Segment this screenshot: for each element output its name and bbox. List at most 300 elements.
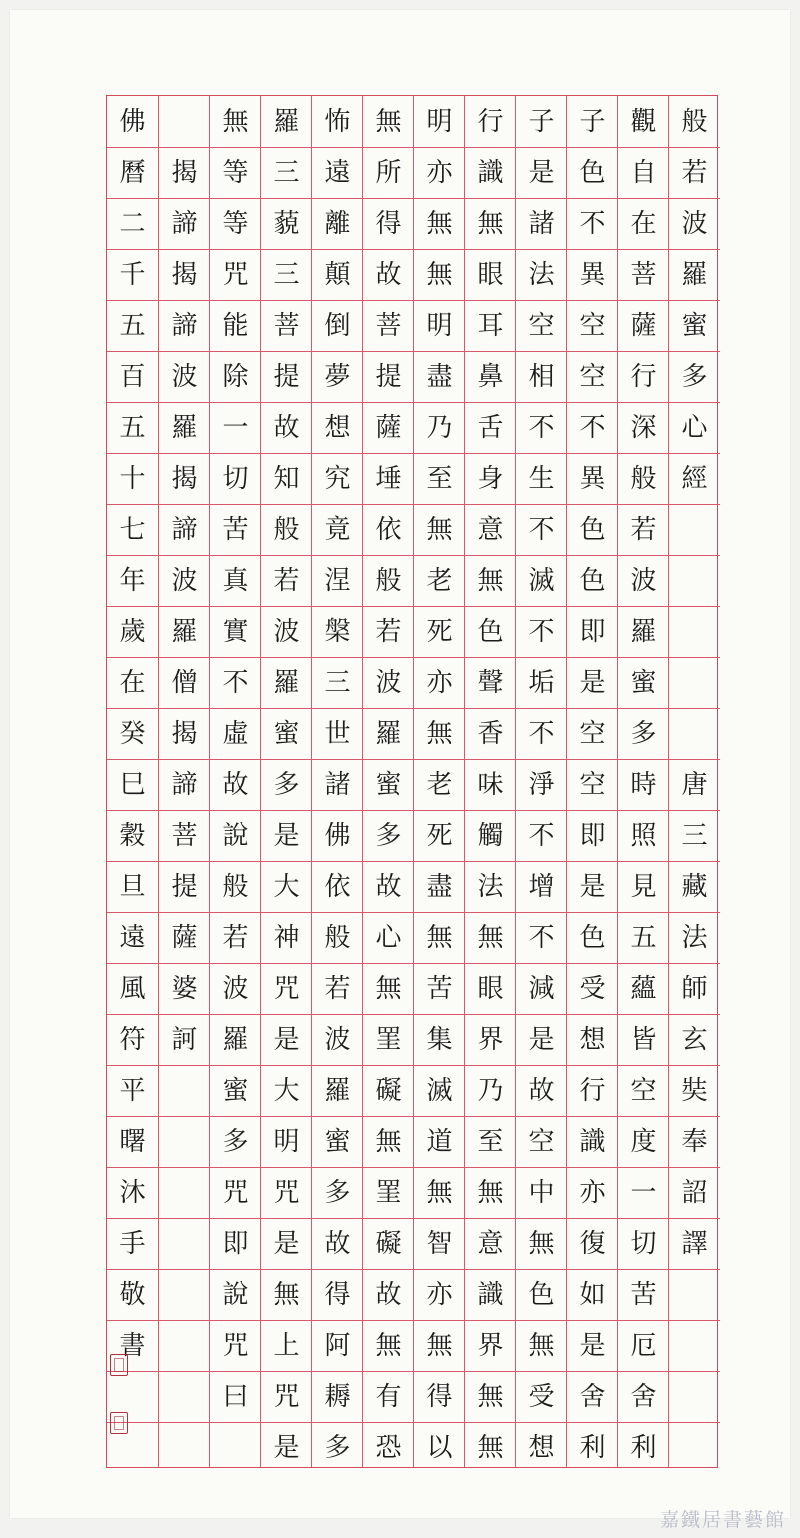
- character-cell: 亦: [414, 147, 465, 198]
- grid-cell: [159, 1116, 210, 1167]
- character-cell: 色: [567, 555, 618, 606]
- character-cell: 實: [210, 606, 261, 657]
- character-cell: 色: [567, 147, 618, 198]
- character-cell: 故: [312, 1218, 363, 1269]
- character-cell: 無: [414, 1320, 465, 1371]
- character-cell: 故: [210, 759, 261, 810]
- character-cell: 意: [465, 504, 516, 555]
- character-cell: 知: [261, 453, 312, 504]
- character-cell: 羅: [159, 606, 210, 657]
- character-cell: 界: [465, 1320, 516, 1371]
- character-cell: 識: [465, 1269, 516, 1320]
- character-cell: 不: [210, 657, 261, 708]
- character-cell: 無: [363, 1320, 414, 1371]
- grid-cell: [669, 504, 720, 555]
- character-cell: 曙: [107, 1116, 158, 1167]
- character-cell: 符: [107, 1014, 158, 1065]
- character-cell: 眼: [465, 249, 516, 300]
- text-column-11: [158, 96, 209, 1467]
- character-cell: 有: [363, 1371, 414, 1422]
- character-cell: 心: [669, 402, 720, 453]
- character-cell: 能: [210, 300, 261, 351]
- character-cell: 若: [210, 912, 261, 963]
- character-cell: 法: [669, 912, 720, 963]
- character-cell: 虛: [210, 708, 261, 759]
- grid-cell: [669, 657, 720, 708]
- character-cell: 菩: [261, 300, 312, 351]
- character-cell: 若: [669, 147, 720, 198]
- character-cell: 百: [107, 351, 158, 402]
- character-cell: 味: [465, 759, 516, 810]
- character-cell: 滅: [414, 1065, 465, 1116]
- character-cell: 蜜: [312, 1116, 363, 1167]
- character-cell: 年: [107, 555, 158, 606]
- character-cell: 利: [618, 1422, 669, 1473]
- character-cell: 大: [261, 1065, 312, 1116]
- character-cell: 藐: [261, 198, 312, 249]
- character-cell: 顛: [312, 249, 363, 300]
- character-cell: 集: [414, 1014, 465, 1065]
- character-cell: 故: [363, 861, 414, 912]
- character-cell: 老: [414, 555, 465, 606]
- character-cell: 十: [107, 453, 158, 504]
- character-cell: 波: [669, 198, 720, 249]
- character-cell: 訶: [159, 1014, 210, 1065]
- character-cell: 空: [618, 1065, 669, 1116]
- character-cell: 老: [414, 759, 465, 810]
- character-cell: 多: [618, 708, 669, 759]
- character-cell: 空: [567, 708, 618, 759]
- character-cell: 不: [516, 606, 567, 657]
- character-cell: 不: [516, 810, 567, 861]
- character-cell: 是: [261, 1014, 312, 1065]
- character-cell: 真: [210, 555, 261, 606]
- character-cell: 無: [465, 1371, 516, 1422]
- character-cell: 故: [363, 1269, 414, 1320]
- character-cell: 手: [107, 1218, 158, 1269]
- character-cell: 薩: [159, 912, 210, 963]
- character-cell: 切: [210, 453, 261, 504]
- character-cell: 見: [618, 861, 669, 912]
- character-cell: 羅: [669, 249, 720, 300]
- character-cell: 無: [414, 912, 465, 963]
- character-cell: 佛: [119, 106, 146, 137]
- character-cell: 奉: [669, 1116, 720, 1167]
- character-cell: 如: [567, 1269, 618, 1320]
- grid-cell: [159, 96, 210, 147]
- character-cell: 耳: [465, 300, 516, 351]
- character-cell: 相: [516, 351, 567, 402]
- character-cell: 波: [312, 1014, 363, 1065]
- character-cell: 時: [618, 759, 669, 810]
- character-cell: 無: [465, 198, 516, 249]
- character-cell: 不: [516, 402, 567, 453]
- character-cell: 法: [516, 249, 567, 300]
- character-cell: 波: [159, 351, 210, 402]
- text-column-4: [515, 96, 566, 1467]
- character-cell: 除: [210, 351, 261, 402]
- character-cell: 三: [312, 657, 363, 708]
- character-cell: 諦: [159, 300, 210, 351]
- character-cell: 鼻: [465, 351, 516, 402]
- character-cell: 苦: [210, 504, 261, 555]
- character-cell: 多: [669, 351, 720, 402]
- character-cell: 般: [681, 106, 708, 137]
- character-cell: 無: [414, 504, 465, 555]
- character-cell: 盡: [414, 861, 465, 912]
- seal-stamp-lower: [110, 1412, 128, 1434]
- character-cell: 揭: [159, 249, 210, 300]
- grid-cell: [159, 1167, 210, 1218]
- character-cell: 無: [516, 1218, 567, 1269]
- character-cell: 增: [516, 861, 567, 912]
- character-cell: 色: [465, 606, 516, 657]
- character-cell: 般: [363, 555, 414, 606]
- character-cell: 藏: [669, 861, 720, 912]
- character-cell: 無: [414, 1167, 465, 1218]
- character-cell: 說: [210, 810, 261, 861]
- character-cell: 一: [618, 1167, 669, 1218]
- character-cell: 多: [261, 759, 312, 810]
- character-cell: 若: [618, 504, 669, 555]
- character-cell: 異: [567, 249, 618, 300]
- character-cell: 波: [618, 555, 669, 606]
- character-cell: 垢: [516, 657, 567, 708]
- grid-cell: [159, 1371, 210, 1422]
- character-cell: 世: [312, 708, 363, 759]
- character-cell: 亦: [414, 1269, 465, 1320]
- character-cell: 蘊: [618, 963, 669, 1014]
- character-cell: 無: [465, 555, 516, 606]
- grid-cell: [159, 1269, 210, 1320]
- character-cell: 羅: [210, 1014, 261, 1065]
- character-cell: 礙: [363, 1218, 414, 1269]
- character-cell: 阿: [312, 1320, 363, 1371]
- character-cell: 度: [618, 1116, 669, 1167]
- character-cell: 眼: [465, 963, 516, 1014]
- character-cell: 夢: [312, 351, 363, 402]
- character-cell: 槃: [312, 606, 363, 657]
- character-cell: 乃: [465, 1065, 516, 1116]
- character-cell: 所: [363, 147, 414, 198]
- character-cell: 罣: [363, 1167, 414, 1218]
- character-cell: 咒: [210, 249, 261, 300]
- character-cell: 菩: [159, 810, 210, 861]
- character-cell: 波: [363, 657, 414, 708]
- character-cell: 故: [363, 249, 414, 300]
- character-cell: 無: [363, 963, 414, 1014]
- character-cell: 埵: [363, 453, 414, 504]
- character-cell: 亦: [567, 1167, 618, 1218]
- character-cell: 受: [567, 963, 618, 1014]
- character-cell: 受: [516, 1371, 567, 1422]
- character-cell: 苦: [618, 1269, 669, 1320]
- character-cell: 羅: [618, 606, 669, 657]
- character-cell: 蜜: [261, 708, 312, 759]
- character-cell: 五: [107, 300, 158, 351]
- character-cell: 大: [261, 861, 312, 912]
- character-cell: 無: [414, 708, 465, 759]
- character-cell: 即: [567, 606, 618, 657]
- character-cell: 罣: [363, 1014, 414, 1065]
- character-cell: 是: [516, 1014, 567, 1065]
- character-cell: 咒: [210, 1320, 261, 1371]
- character-cell: 想: [516, 1422, 567, 1473]
- character-cell: 聲: [465, 657, 516, 708]
- character-cell: 色: [567, 504, 618, 555]
- character-cell: 即: [567, 810, 618, 861]
- character-cell: 風: [107, 963, 158, 1014]
- character-cell: 咒: [261, 1167, 312, 1218]
- character-cell: 依: [363, 504, 414, 555]
- character-cell: 是: [567, 1320, 618, 1371]
- character-cell: 盡: [414, 351, 465, 402]
- character-cell: 色: [567, 912, 618, 963]
- character-cell: 般: [210, 861, 261, 912]
- character-cell: 多: [363, 810, 414, 861]
- grid-cell: [669, 555, 720, 606]
- character-cell: 明: [426, 106, 453, 137]
- character-cell: 般: [618, 453, 669, 504]
- character-cell: 無: [375, 106, 402, 137]
- character-cell: 無: [465, 912, 516, 963]
- character-cell: 羅: [273, 106, 300, 137]
- character-cell: 經: [669, 453, 720, 504]
- character-cell: 法: [465, 861, 516, 912]
- character-cell: 乃: [414, 402, 465, 453]
- character-cell: 離: [312, 198, 363, 249]
- character-cell: 子: [579, 106, 606, 137]
- character-cell: 苦: [414, 963, 465, 1014]
- grid-cell: [159, 1065, 210, 1116]
- grid-cell: [159, 1320, 210, 1371]
- grid-cell: [159, 1422, 210, 1473]
- character-cell: 行: [618, 351, 669, 402]
- character-cell: 身: [465, 453, 516, 504]
- character-cell: 咒: [210, 1167, 261, 1218]
- text-column-9: [260, 96, 311, 1467]
- character-cell: 在: [618, 198, 669, 249]
- character-cell: 界: [465, 1014, 516, 1065]
- character-cell: 究: [312, 453, 363, 504]
- character-cell: 薩: [618, 300, 669, 351]
- character-cell: 不: [567, 198, 618, 249]
- text-column-1: [668, 96, 719, 1467]
- character-cell: 穀: [107, 810, 158, 861]
- character-cell: 至: [465, 1116, 516, 1167]
- character-cell: 般: [261, 504, 312, 555]
- character-cell: 死: [414, 810, 465, 861]
- character-cell: 五: [618, 912, 669, 963]
- character-cell: 礙: [363, 1065, 414, 1116]
- character-cell: 一: [210, 402, 261, 453]
- character-cell: 曆: [107, 147, 158, 198]
- character-cell: 提: [159, 861, 210, 912]
- text-column-7: [362, 96, 413, 1467]
- character-cell: 得: [363, 198, 414, 249]
- character-cell: 空: [567, 300, 618, 351]
- character-cell: 波: [210, 963, 261, 1014]
- character-cell: 識: [567, 1116, 618, 1167]
- character-cell: 若: [261, 555, 312, 606]
- character-cell: 舍: [618, 1371, 669, 1422]
- character-cell: 歲: [107, 606, 158, 657]
- character-cell: 意: [465, 1218, 516, 1269]
- character-cell: 以: [414, 1422, 465, 1473]
- character-cell: 故: [261, 402, 312, 453]
- character-cell: 多: [210, 1116, 261, 1167]
- character-cell: 諦: [159, 504, 210, 555]
- character-cell: 蜜: [363, 759, 414, 810]
- seal-stamp-upper: [110, 1354, 128, 1376]
- character-cell: 是: [567, 861, 618, 912]
- character-cell: 書: [107, 1320, 158, 1371]
- character-cell: 空: [567, 351, 618, 402]
- character-cell: 無: [516, 1320, 567, 1371]
- character-cell: 舌: [465, 402, 516, 453]
- character-cell: 僧: [159, 657, 210, 708]
- character-cell: 菩: [363, 300, 414, 351]
- character-cell: 無: [414, 249, 465, 300]
- calligraphy-grid: [106, 95, 718, 1468]
- paper-sheet: [10, 10, 790, 1518]
- character-cell: 千: [107, 249, 158, 300]
- character-cell: 諸: [516, 198, 567, 249]
- character-cell: 無: [465, 1167, 516, 1218]
- character-cell: 諦: [159, 759, 210, 810]
- character-cell: 不: [516, 708, 567, 759]
- character-cell: 提: [363, 351, 414, 402]
- character-cell: 怖: [324, 106, 351, 137]
- character-cell: 是: [261, 1422, 312, 1473]
- character-cell: 想: [312, 402, 363, 453]
- character-cell: 菩: [618, 249, 669, 300]
- character-cell: 蜜: [210, 1065, 261, 1116]
- character-cell: 若: [363, 606, 414, 657]
- text-column-2: [617, 96, 668, 1467]
- text-column-8: [311, 96, 362, 1467]
- character-cell: 多: [312, 1167, 363, 1218]
- character-cell: 是: [516, 147, 567, 198]
- character-cell: 譯: [669, 1218, 720, 1269]
- character-cell: 恐: [363, 1422, 414, 1473]
- character-cell: 若: [312, 963, 363, 1014]
- character-cell: 無: [261, 1269, 312, 1320]
- character-cell: 提: [261, 351, 312, 402]
- character-cell: 癸: [107, 708, 158, 759]
- character-cell: 旦: [107, 861, 158, 912]
- character-cell: 子: [528, 106, 555, 137]
- character-cell: 咒: [261, 1371, 312, 1422]
- character-cell: 得: [414, 1371, 465, 1422]
- grid-cell: [159, 1218, 210, 1269]
- character-cell: 死: [414, 606, 465, 657]
- character-cell: 咒: [261, 963, 312, 1014]
- text-column-6: [413, 96, 464, 1467]
- grid-cell: [669, 1371, 720, 1422]
- character-cell: 厄: [618, 1320, 669, 1371]
- grid-cell: [669, 1422, 720, 1473]
- character-cell: 智: [414, 1218, 465, 1269]
- character-cell: 利: [567, 1422, 618, 1473]
- character-cell: 故: [516, 1065, 567, 1116]
- character-cell: 自: [618, 147, 669, 198]
- character-cell: 沐: [107, 1167, 158, 1218]
- character-cell: 揭: [159, 708, 210, 759]
- character-cell: 復: [567, 1218, 618, 1269]
- character-cell: 是: [261, 810, 312, 861]
- character-cell: 無: [465, 1422, 516, 1473]
- text-column-10: [209, 96, 260, 1467]
- character-cell: 心: [363, 912, 414, 963]
- character-cell: 行: [477, 106, 504, 137]
- character-cell: 倒: [312, 300, 363, 351]
- character-cell: 至: [414, 453, 465, 504]
- grid-cell: [669, 1320, 720, 1371]
- character-cell: 玄: [669, 1014, 720, 1065]
- character-cell: 無: [222, 106, 249, 137]
- character-cell: 不: [516, 504, 567, 555]
- character-cell: 生: [516, 453, 567, 504]
- character-cell: 空: [516, 300, 567, 351]
- character-cell: 是: [567, 657, 618, 708]
- character-cell: 等: [210, 147, 261, 198]
- character-cell: 羅: [363, 708, 414, 759]
- character-cell: 平: [107, 1065, 158, 1116]
- character-cell: 多: [312, 1422, 363, 1473]
- character-cell: 明: [261, 1116, 312, 1167]
- character-cell: 波: [261, 606, 312, 657]
- grid-cell: [669, 606, 720, 657]
- character-cell: 七: [107, 504, 158, 555]
- character-cell: 皆: [618, 1014, 669, 1065]
- character-cell: 依: [312, 861, 363, 912]
- character-cell: 滅: [516, 555, 567, 606]
- character-cell: 三: [261, 147, 312, 198]
- character-cell: 五: [107, 402, 158, 453]
- character-cell: 減: [516, 963, 567, 1014]
- character-cell: 詔: [669, 1167, 720, 1218]
- character-cell: 觸: [465, 810, 516, 861]
- character-cell: 得: [312, 1269, 363, 1320]
- character-cell: 空: [516, 1116, 567, 1167]
- grid-cell: [669, 708, 720, 759]
- character-cell: 切: [618, 1218, 669, 1269]
- character-cell: 巳: [107, 759, 158, 810]
- character-cell: 奘: [669, 1065, 720, 1116]
- character-cell: 等: [210, 198, 261, 249]
- character-cell: 三: [261, 249, 312, 300]
- character-cell: 曰: [210, 1371, 261, 1422]
- character-cell: 識: [465, 147, 516, 198]
- character-cell: 揭: [159, 453, 210, 504]
- character-cell: 唐: [669, 759, 720, 810]
- character-cell: 即: [210, 1218, 261, 1269]
- text-column-12: [107, 96, 158, 1467]
- character-cell: 婆: [159, 963, 210, 1014]
- character-cell: 耨: [312, 1371, 363, 1422]
- text-column-5: [464, 96, 515, 1467]
- character-cell: 色: [516, 1269, 567, 1320]
- character-cell: 空: [567, 759, 618, 810]
- character-cell: 行: [567, 1065, 618, 1116]
- character-cell: 遠: [107, 912, 158, 963]
- character-cell: 波: [159, 555, 210, 606]
- watermark-text: 嘉鐵居書藝館: [659, 1509, 786, 1531]
- character-cell: 三: [669, 810, 720, 861]
- character-cell: 竟: [312, 504, 363, 555]
- character-cell: 師: [669, 963, 720, 1014]
